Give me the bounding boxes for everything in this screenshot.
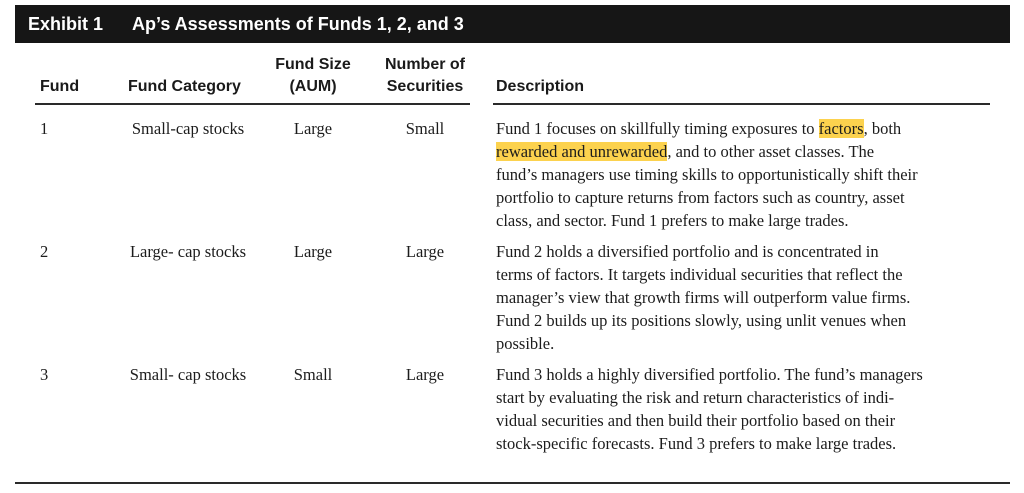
description-line bbox=[496, 140, 996, 163]
header-fund: Fund bbox=[40, 78, 80, 95]
description-line: Fund 2 holds a diversified portfolio and is concentrated in bbox=[496, 242, 879, 261]
header-number-of-securities bbox=[375, 54, 475, 98]
description-line: start by evaluating the risk and return characteristics of indi- bbox=[496, 388, 895, 407]
row-fund-number: 1 bbox=[40, 119, 49, 138]
row-fund-category: Large- cap stocks bbox=[129, 242, 247, 261]
description-line: class, and sector. Fund 1 prefers to make large trades. bbox=[496, 211, 849, 230]
header-fund-category: Fund Category bbox=[128, 78, 241, 95]
exhibit-table bbox=[15, 5, 1010, 485]
header-rule-description bbox=[493, 103, 990, 105]
row-number-of-securities: Large bbox=[405, 365, 445, 384]
description-line: Fund 3 holds a highly diversified portfolio. The fund’s managers bbox=[496, 365, 923, 384]
row-fund-size: Large bbox=[293, 119, 333, 138]
description-line: portfolio to capture returns from factors such as country, asset bbox=[496, 188, 905, 207]
description-text: Fund 1 focuses on skillfully timing exposures to bbox=[496, 119, 819, 138]
row-description bbox=[496, 240, 996, 355]
exhibit-title: Ap’s Assessments of Funds 1, 2, and 3 bbox=[132, 14, 464, 34]
header-fund-size bbox=[268, 54, 358, 98]
header-fund-size-line1: Fund Size bbox=[275, 56, 351, 73]
row-fund-category: Small-cap stocks bbox=[131, 119, 245, 138]
description-text: , and to other asset classes. The bbox=[667, 142, 875, 161]
description-line: Fund 2 builds up its positions slowly, using unlit venues when bbox=[496, 311, 907, 330]
description-text: , both bbox=[863, 119, 902, 138]
row-number-of-securities: Small bbox=[405, 119, 445, 138]
exhibit-label: Exhibit 1 bbox=[28, 14, 104, 34]
description-line: stock-specific forecasts. Fund 3 prefers to make large trades. bbox=[496, 434, 897, 453]
row-description bbox=[496, 363, 996, 455]
description-line bbox=[496, 117, 996, 140]
row-number-of-securities: Large bbox=[405, 242, 445, 261]
description-line: fund’s managers use timing skills to opportunistically shift their bbox=[496, 165, 918, 184]
exhibit-title-bar bbox=[15, 5, 1010, 43]
header-description: Description bbox=[496, 78, 585, 95]
header-rule-left bbox=[35, 103, 470, 105]
row-fund-category: Small- cap stocks bbox=[129, 365, 247, 384]
table-bottom-rule bbox=[15, 482, 1010, 484]
description-line: vidual securities and then build their portfolio based on their bbox=[496, 411, 896, 430]
header-fund-size-line2: (AUM) bbox=[289, 78, 337, 95]
row-description bbox=[496, 117, 996, 232]
description-line: terms of factors. It targets individual securities that reflect the bbox=[496, 265, 903, 284]
description-line: manager’s view that growth firms will outperform value firms. bbox=[496, 288, 911, 307]
row-fund-number: 3 bbox=[40, 365, 49, 384]
header-securities-line1: Number of bbox=[385, 56, 465, 73]
row-fund-size: Large bbox=[293, 242, 333, 261]
header-securities-line2: Securities bbox=[386, 78, 464, 95]
row-fund-size: Small bbox=[293, 365, 333, 384]
description-line: possible. bbox=[496, 334, 555, 353]
highlighted-text: rewarded and unrewarded bbox=[496, 142, 668, 161]
row-fund-number: 2 bbox=[40, 242, 49, 261]
highlighted-text: factors bbox=[818, 119, 864, 138]
